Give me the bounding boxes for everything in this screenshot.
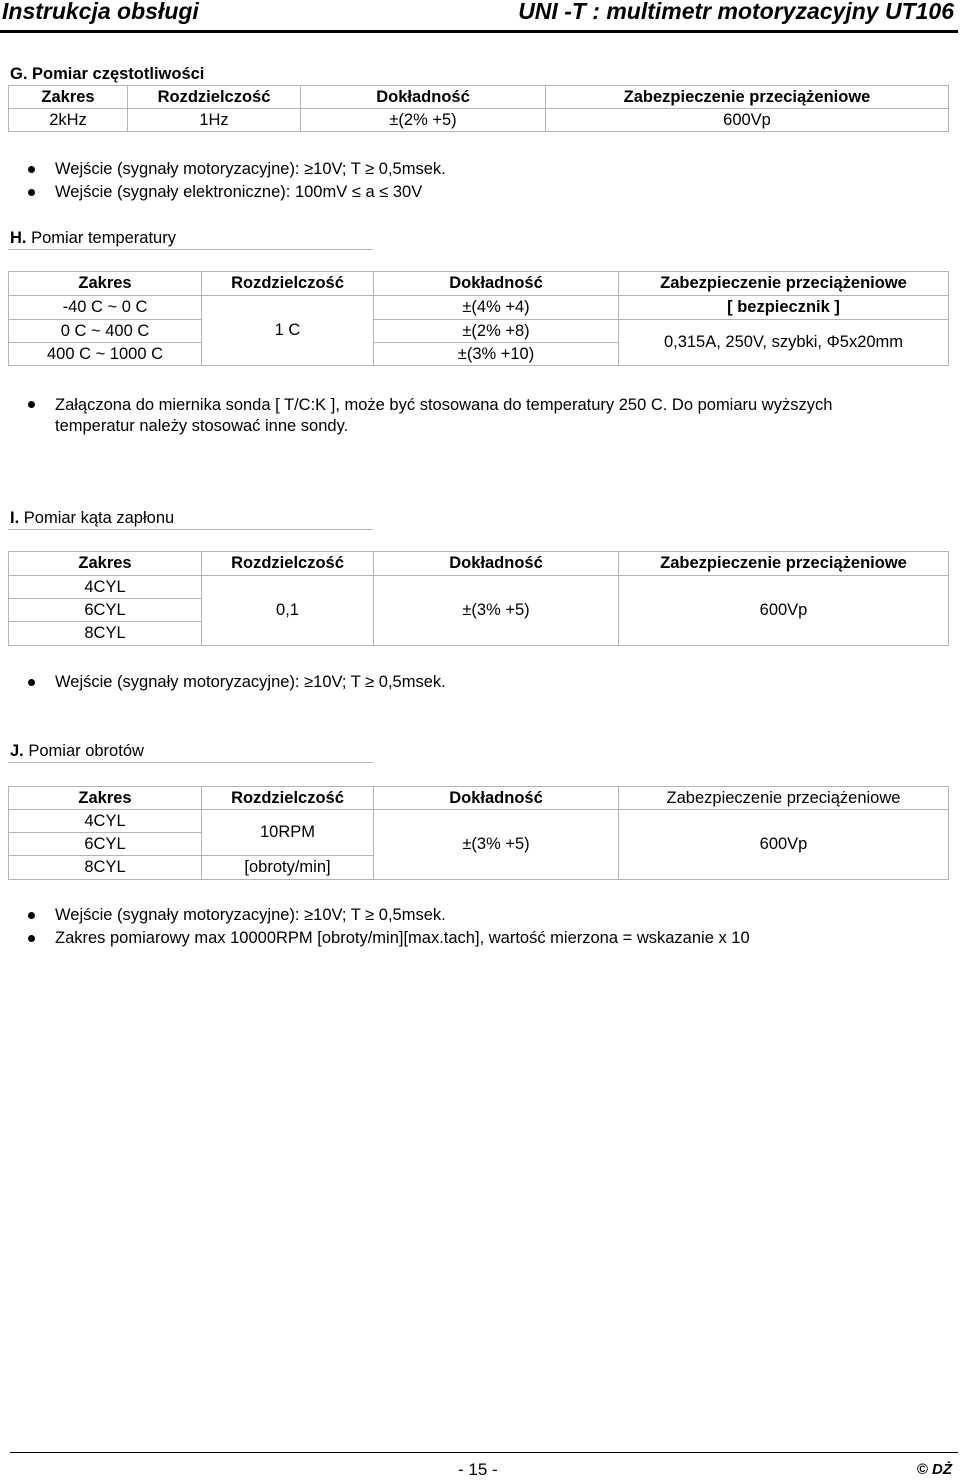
frequency-table	[8, 85, 949, 132]
bullet-icon	[28, 935, 35, 942]
bullet-icon	[28, 912, 35, 919]
table-cell: ±(2% +8)	[374, 320, 619, 343]
table-cell: 0 C ~ 400 C	[9, 320, 202, 343]
bullet-icon	[28, 166, 35, 173]
table-header: Zabezpieczenie przeciążeniowe	[619, 787, 949, 810]
bullet-icon	[28, 189, 35, 196]
table-cell: 2kHz	[9, 109, 128, 132]
table-header: Rozdzielczość	[202, 552, 374, 576]
table-cell: -40 C ~ 0 C	[9, 296, 202, 320]
table-cell: [ bezpiecznik ]	[619, 296, 949, 320]
list-item: Załączona do miernika sonda [ T/C:K ], może być stosowana do temperatury 250 C. Do pomiaru wyższych temperatur należy stosować inne sondy.	[28, 395, 948, 437]
table-header: Rozdzielczość	[202, 787, 374, 810]
table-cell: 4CYL	[9, 576, 202, 599]
section-i-title: I. Pomiar kąta zapłonu	[10, 509, 175, 527]
list-item: Wejście (sygnały motoryzacyjne): ≥10V; T ≥ 0,5msek.	[28, 160, 928, 180]
section-underline	[8, 249, 373, 250]
table-cell: 1 C	[202, 296, 374, 366]
table-header: Dokładność	[301, 86, 546, 109]
table-cell: ±(4% +4)	[374, 296, 619, 320]
table-header: Rozdzielczość	[128, 86, 301, 109]
header-subtitle: UNI -T : multimetr motoryzacyjny UT106	[518, 0, 954, 24]
table-header: Zakres	[9, 86, 128, 109]
table-cell: ±(3% +10)	[374, 343, 619, 366]
section-h-title: H. Pomiar temperatury	[10, 229, 176, 247]
list-item: Zakres pomiarowy max 10000RPM [obroty/min][max.tach], wartość mierzona = wskazanie x 10	[28, 929, 948, 949]
table-cell: 10RPM	[202, 810, 374, 856]
list-item: Wejście (sygnały elektroniczne): 100mV ≤ a ≤ 30V	[28, 183, 928, 203]
table-cell: ±(2% +5)	[301, 109, 546, 132]
header-divider	[0, 30, 958, 33]
table-header: Zabezpieczenie przeciążeniowe	[619, 272, 949, 296]
page-header	[0, 0, 960, 28]
table-cell: 0,1	[202, 576, 374, 646]
table-header: Dokładność	[374, 787, 619, 810]
section-underline	[8, 762, 373, 763]
table-header: Zabezpieczenie przeciążeniowe	[546, 86, 949, 109]
table-cell: 6CYL	[9, 599, 202, 622]
table-cell: 0,315A, 250V, szybki, Φ5x20mm	[619, 320, 949, 366]
copyright: © DŻ	[916, 1461, 952, 1478]
section-underline	[8, 529, 373, 530]
table-cell: ±(3% +5)	[374, 810, 619, 880]
table-header: Zakres	[9, 787, 202, 810]
table-cell: 4CYL	[9, 810, 202, 833]
table-cell: 400 C ~ 1000 C	[9, 343, 202, 366]
page-number: - 15 -	[458, 1460, 498, 1479]
bullet-icon	[28, 679, 35, 686]
table-header: Zabezpieczenie przeciążeniowe	[619, 552, 949, 576]
list-item: Wejście (sygnały motoryzacyjne): ≥10V; T ≥ 0,5msek.	[28, 906, 928, 926]
table-cell: 8CYL	[9, 622, 202, 646]
rpm-table	[8, 786, 949, 880]
section-j-title: J. Pomiar obrotów	[10, 742, 144, 760]
table-cell: 8CYL	[9, 856, 202, 880]
table-cell: 600Vp	[546, 109, 949, 132]
header-title: Instrukcja obsługi	[2, 0, 199, 24]
table-cell: 6CYL	[9, 833, 202, 856]
table-header: Zakres	[9, 552, 202, 576]
temperature-table	[8, 271, 949, 366]
ignition-angle-table	[8, 551, 949, 646]
list-item: Wejście (sygnały motoryzacyjne): ≥10V; T ≥ 0,5msek.	[28, 673, 928, 693]
table-header: Dokładność	[374, 552, 619, 576]
table-cell: [obroty/min]	[202, 856, 374, 880]
table-header: Zakres	[9, 272, 202, 296]
section-g-title: G. Pomiar częstotliwości	[10, 65, 205, 83]
table-header: Rozdzielczość	[202, 272, 374, 296]
footer-divider	[10, 1452, 958, 1453]
table-cell: ±(3% +5)	[374, 576, 619, 646]
table-cell: 600Vp	[619, 810, 949, 880]
bullet-icon	[28, 401, 35, 408]
table-cell: 600Vp	[619, 576, 949, 646]
table-header: Dokładność	[374, 272, 619, 296]
table-cell: 1Hz	[128, 109, 301, 132]
